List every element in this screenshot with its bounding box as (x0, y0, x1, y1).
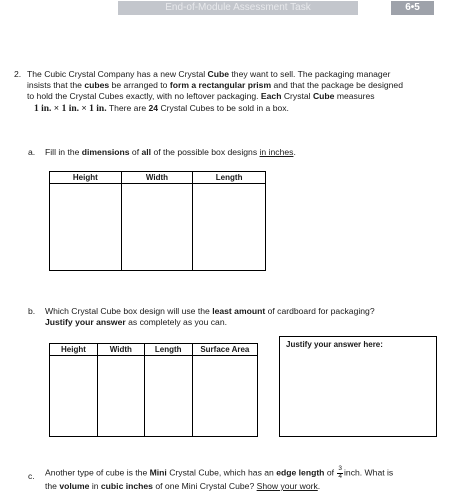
box-dimensions-table (49, 171, 266, 271)
part-c-line-2: the volume in cubic inches of one Mini Crystal Cube? Show your work. (45, 481, 321, 491)
intro-line-2: insists that the cubes be arranged to form a rectangular prism and that the package be designed (27, 80, 403, 91)
intro-line-3: to hold the Crystal Cubes exactly, with no leftover packaging. Each Crystal Cube measures (27, 91, 375, 102)
part-c-prompt (45, 466, 460, 492)
intro-line-4: 1 in. × 1 in. × 1 in. There are 24 Crystal Cubes to be sold in a box. (34, 102, 289, 114)
part-a-prompt: Fill in the dimensions of all of the possible box designs in inches. (45, 147, 296, 157)
justify-answer-box[interactable] (279, 336, 437, 437)
length-cell[interactable] (193, 184, 266, 271)
part-c-line-1: Another type of cube is the Mini Crystal Cube, which has an edge length of $\frac{3}{4}$ inch. What is (45, 465, 394, 480)
page-header (0, 0, 468, 16)
col-length: Length (144, 344, 192, 356)
length-cell[interactable] (144, 356, 192, 437)
part-b-line-2: Justify your answer as completely as you can. (45, 317, 227, 328)
col-surface-area: Surface Area (192, 344, 257, 356)
justify-label: Justify your answer here: (286, 340, 383, 349)
intro-line-1: The Cubic Crystal Company has a new Crystal Cube they want to sell. The packaging manager (27, 69, 391, 79)
height-cell[interactable] (50, 184, 122, 271)
surface-area-table (49, 343, 258, 437)
col-width: Width (121, 172, 193, 184)
surface-area-cell[interactable] (192, 356, 257, 437)
part-b-label: b. (28, 306, 36, 316)
col-length: Length (193, 172, 266, 184)
width-cell[interactable] (97, 356, 144, 437)
part-b-line-1: Which Crystal Cube box design will use the least amount of cardboard for packaging? (45, 306, 375, 316)
edge-length-fraction: $\frac{3}{4}$ (338, 465, 343, 480)
part-c-label: c. (28, 471, 35, 481)
height-cell[interactable] (50, 356, 98, 437)
table-row (50, 184, 266, 271)
width-cell[interactable] (121, 184, 193, 271)
problem-intro (27, 69, 457, 115)
part-b-prompt (45, 306, 455, 328)
col-height: Height (50, 344, 98, 356)
col-height: Height (50, 172, 122, 184)
table-header-row (50, 344, 258, 356)
module-badge: 6•5 (391, 1, 434, 15)
cube-measure: 1 in. × 1 in. × 1 in. (34, 103, 107, 114)
problem-number: 2. (14, 69, 22, 79)
table-row (50, 356, 258, 437)
header-title: End-of-Module Assessment Task (118, 1, 358, 15)
part-a-label: a. (28, 147, 36, 157)
table-header-row (50, 172, 266, 184)
col-width: Width (97, 344, 144, 356)
